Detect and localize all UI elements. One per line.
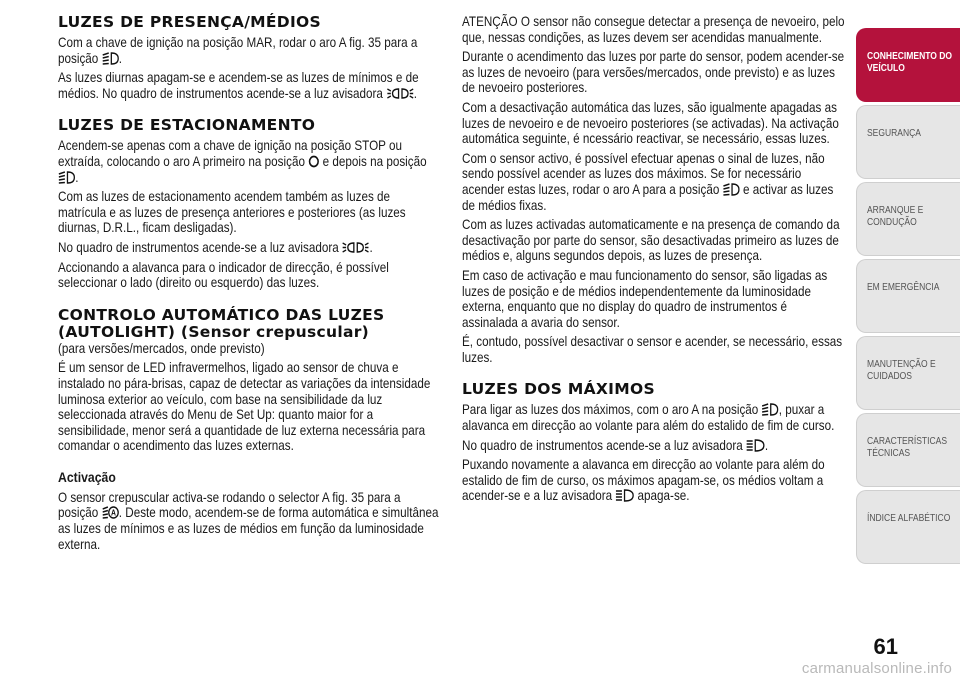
dipped-beam-icon: [58, 171, 75, 184]
paragraph: Com as luzes de estacionamento acendem também as luzes de matrícula e as luzes de presença anteriores e posteriores (as luzes diurnas, D.R.L., ficam desligadas).: [58, 189, 406, 236]
tab-safety[interactable]: SEGURANÇA: [856, 105, 960, 179]
paragraph: Puxando novamente a alavanca em direcção ao volante para além do estalido de fim de curso, os máximos apagam-se, os médios voltam a acender-se e a luz avisadora apaga-se.: [462, 457, 825, 504]
paragraph: As luzes diurnas apagam-se e acendem-se as luzes de mínimos e de médios. No quadro de instrumentos acende-se a luz avisadora .: [58, 70, 419, 101]
tab-vehicle-knowledge[interactable]: CONHECIMENTO DO VEÍCULO: [856, 28, 960, 102]
paragraph: O sensor crepuscular activa-se rodando o selector A fig. 35 para a posição A . Deste modo, acendem-se de forma automática e simultânea as luzes de mínimos e as luzes de médios em função da luminosidade externa.: [58, 489, 439, 552]
svg-text:A: A: [110, 508, 116, 519]
paragraph: Com a desactivação automática das luzes, são igualmente apagadas as luzes de nevoeiro e de nevoeiro posteriores (se activadas). Na activação automática seguinte, é ncessário reactivar, se necessário, essas luzes.: [462, 99, 839, 147]
heading-automatic-control-sub: (AUTOLIGHT) (Sensor crepuscular): [58, 322, 370, 341]
paragraph: Acendem-se apenas com a chave de ignição na posição STOP ou extraída, colocando o aro A primeiro na posição e depois na posição .: [58, 138, 427, 185]
position-lights-icon: [386, 87, 414, 100]
paragraph: No quadro de instrumentos acende-se a luz avisadora .: [462, 437, 769, 453]
paragraph: É um sensor de LED infravermelhos, ligado ao sensor de chuva e instalado no pára-brisas, capaz de detectar as variações da intensidade luminosa exterior ao veículo, com base na sensibilidade da luz seleccionada através do Menu de Set Up: quanto maior for a sensibilidade, menor será a quantidade de luz externa necessária para comandar o acendimento das luzes externas.: [58, 360, 431, 454]
heading-automatic-control: CONTROLO AUTOMÁTICO DAS LUZES: [58, 305, 385, 324]
paragraph: Durante o acendimento das luzes por parte do sensor, podem acender-se as luzes de nevoeiro (para versões/mercados, onde previsto) e as luzes de nevoeiro posteriores.: [462, 49, 845, 96]
tab-starting-driving[interactable]: ARRANQUE E CONDUÇÃO: [856, 182, 960, 256]
paragraph: No quadro de instrumentos acende-se a luz avisadora .: [58, 239, 373, 255]
paragraph: Para ligar as luzes dos máximos, com o aro A na posição , puxar a alavanca em direcção ao volante para além do estalido de fim de curso.: [462, 402, 835, 434]
dipped-beam-icon: [102, 52, 119, 65]
heading-high-beam: LUZES DOS MÁXIMOS: [462, 380, 655, 399]
high-beam-icon: [615, 489, 634, 502]
warning-paragraph: ATENÇÃO O sensor não consegue detectar a presença de nevoeiro, pelo que, nessas condições, as luzes devem ser acendidas manualmente.: [462, 14, 845, 45]
dipped-beam-icon: [762, 403, 779, 416]
tab-emergency[interactable]: EM EMERGÊNCIA: [856, 259, 960, 333]
left-column: [58, 14, 440, 552]
high-beam-icon: [746, 439, 765, 452]
paragraph: Com as luzes activadas automaticamente e na presença de comando da desactivação por parte do sensor, são desactivadas primeiro as luzes de médios e, alguns segundos depois, as luzes de presença.: [462, 217, 840, 264]
page-number: 61: [873, 634, 898, 659]
off-position-icon: [308, 155, 319, 168]
position-lights-icon: [342, 241, 370, 254]
paragraph: É, contudo, possível desactivar o sensor e acender, se necessário, essas luzes.: [462, 334, 843, 365]
paragraph: Com a chave de ignição na posição MAR, rodar o aro A fig. 35 para a posição .: [58, 35, 418, 66]
tab-technical-specs[interactable]: CARACTERÍSTICAS TÉCNICAS: [856, 413, 960, 487]
availability-note: (para versões/mercados, onde previsto): [58, 340, 265, 356]
heading-presence-lights: LUZES DE PRESENÇA/MÉDIOS: [58, 13, 321, 31]
tab-maintenance[interactable]: MANUTENÇÃO E CUIDADOS: [856, 336, 960, 410]
watermark: carmanualsonline.info: [801, 660, 952, 677]
tab-index[interactable]: ÍNDICE ALFABÉTICO: [856, 490, 960, 564]
dipped-beam-icon: [723, 183, 740, 196]
right-column: [462, 14, 846, 504]
paragraph: Accionando a alavanca para o indicador de direcção, é possível seleccionar o lado (direito ou esquerdo) das luzes.: [58, 259, 389, 291]
chapter-tabs: [856, 28, 960, 567]
paragraph: Em caso de activação e mau funcionamento do sensor, são ligadas as luzes de posição e de médios independentemente da luminosidade externa, enquanto que no display do quadro de instrumentos é assinalada a avaria do sensor.: [462, 267, 828, 330]
auto-lights-icon: [102, 506, 119, 519]
heading-parking-lights: LUZES DE ESTACIONAMENTO: [58, 116, 316, 135]
paragraph: Com o sensor activo, é possível efectuar apenas o sinal de luzes, não sendo possível acender as luzes dos máximos. Se for necessário acender estas luzes, rodar o aro A para a posição e activar as luzes de médios fixas.: [462, 150, 834, 213]
heading-activation: Activação: [58, 469, 116, 485]
